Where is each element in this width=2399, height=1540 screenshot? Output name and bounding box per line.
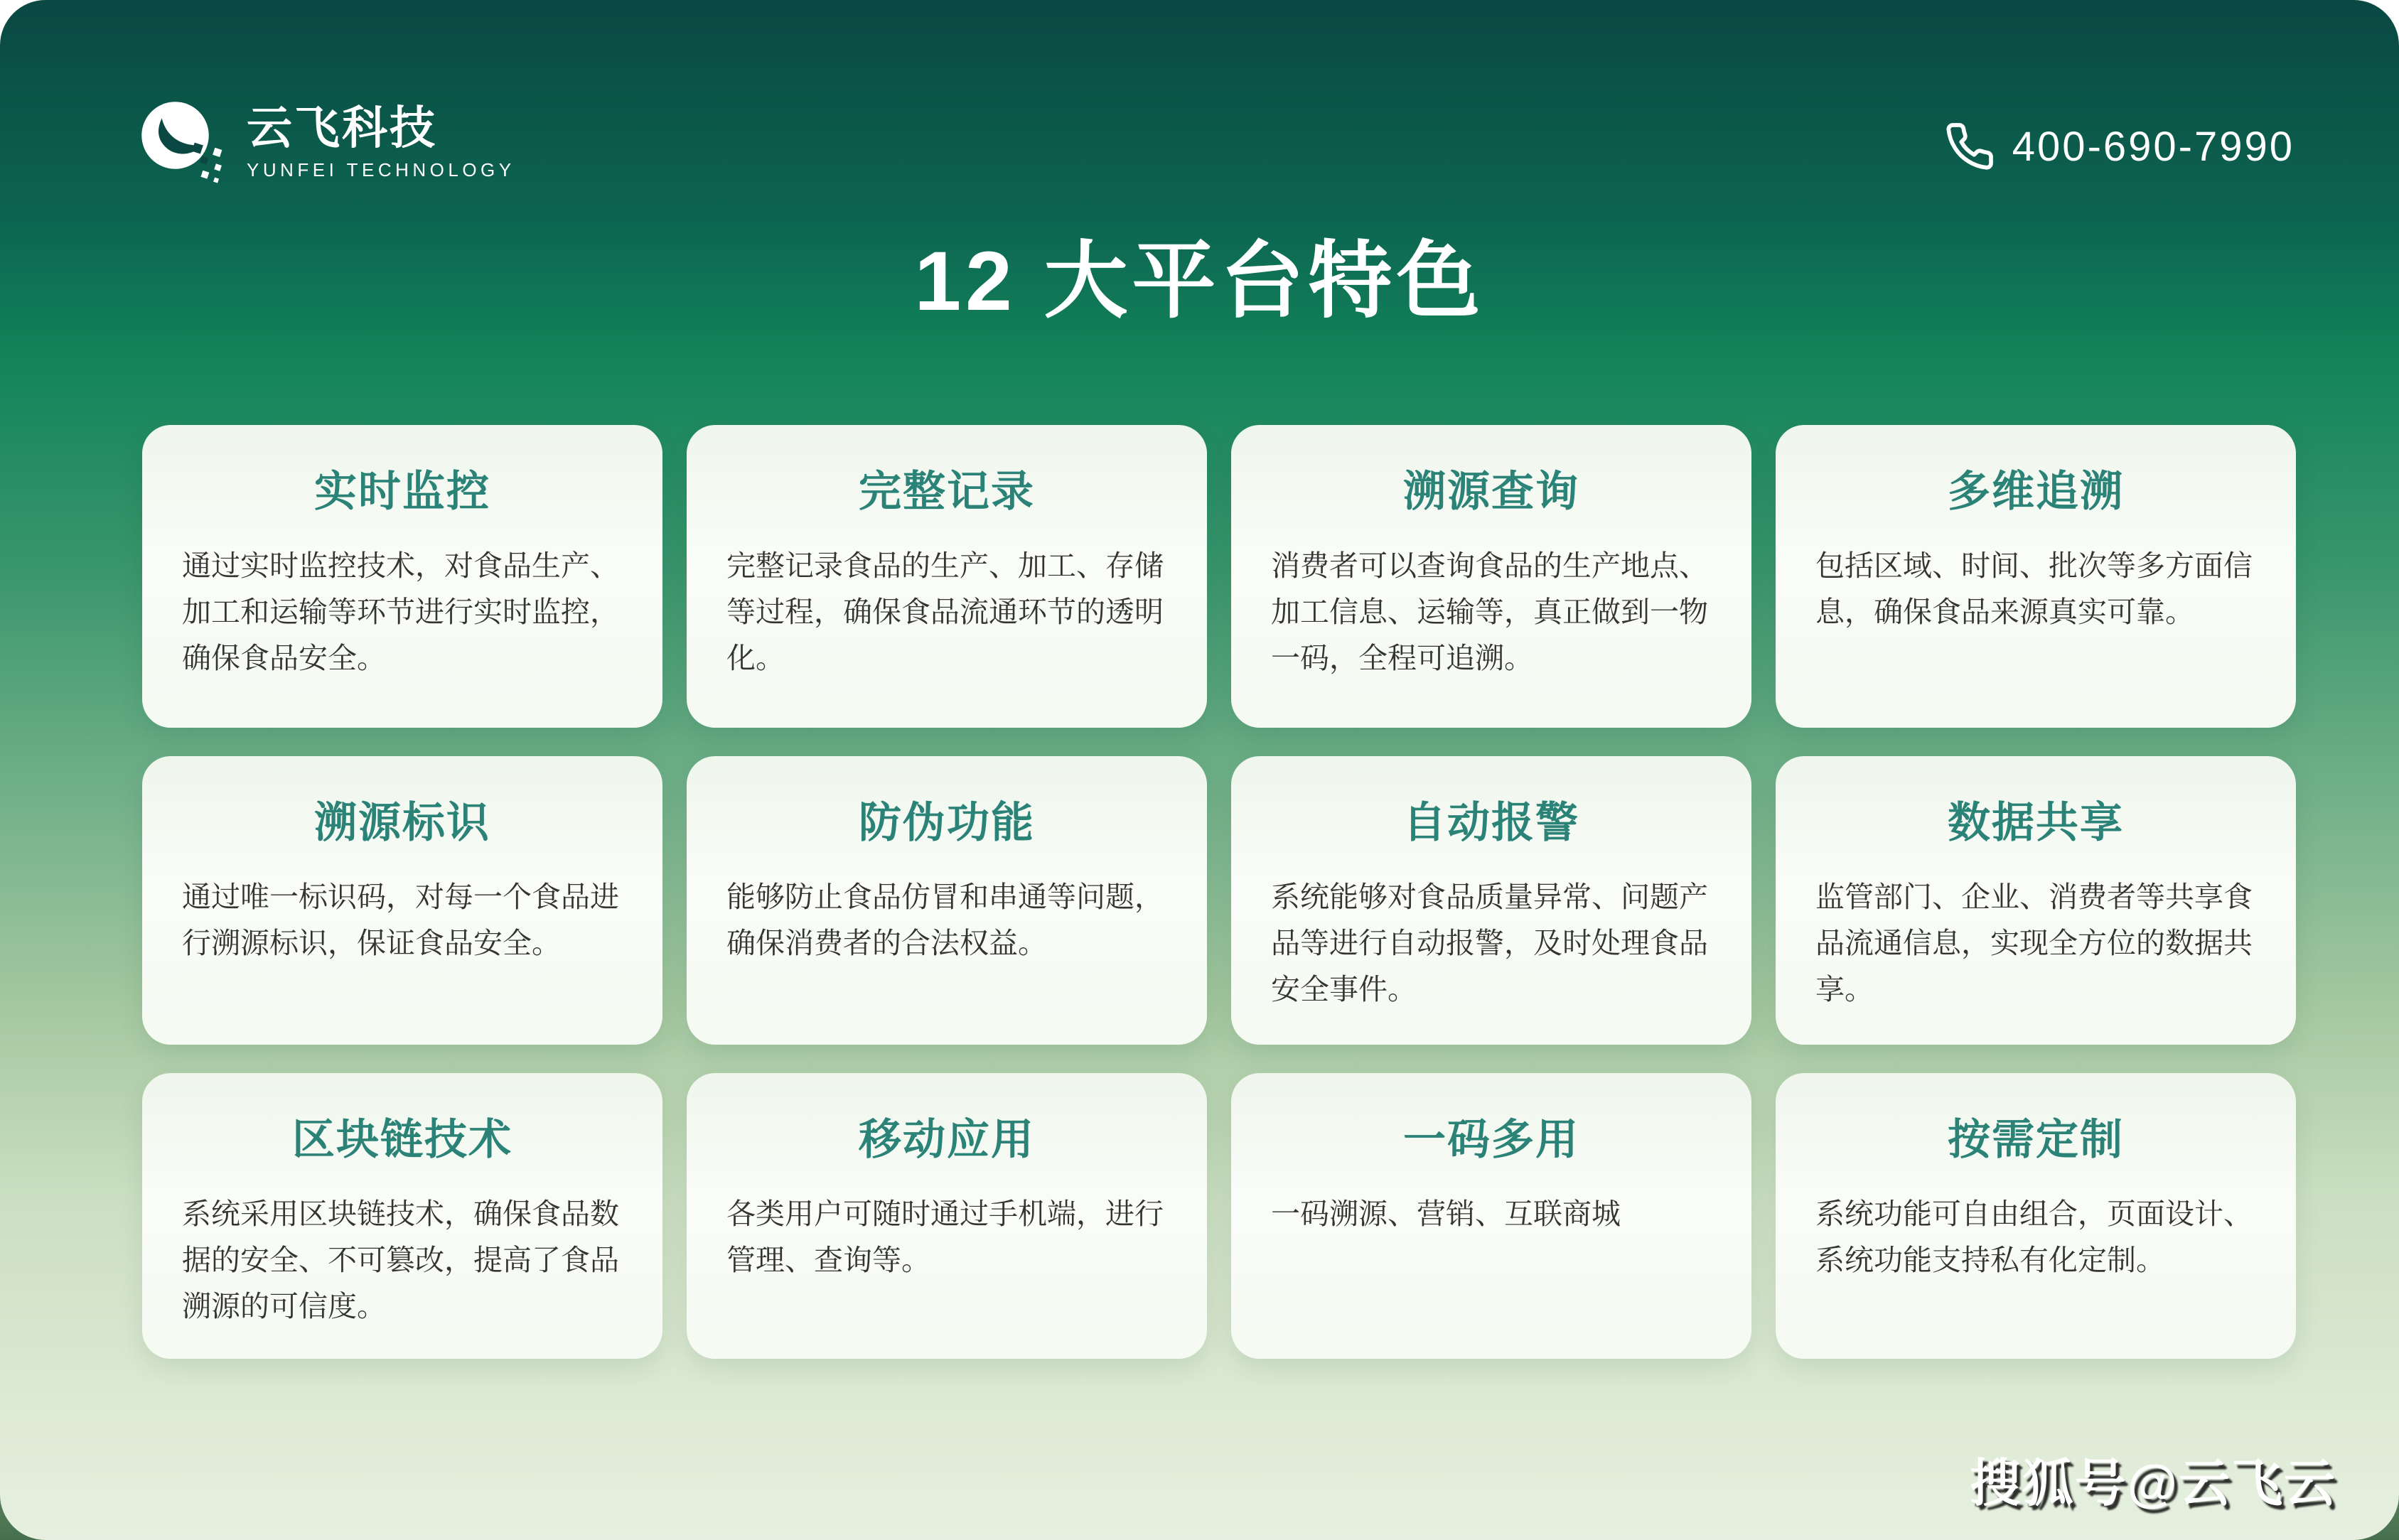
feature-card-anti-counterfeit <box>687 756 1207 1045</box>
feature-card-one-code-multi-use <box>1231 1073 1751 1359</box>
card-body: 系统功能可自由组合，页面设计、系统功能支持私有化定制。 <box>1815 1197 2253 1276</box>
card-title: 数据共享 <box>1948 799 2124 846</box>
page-title: 12 大平台特色 <box>914 235 1485 328</box>
card-title: 按需定制 <box>1948 1116 2124 1163</box>
feature-grid <box>142 425 2296 1359</box>
card-title: 防伪功能 <box>859 799 1035 846</box>
card-title: 区块链技术 <box>292 1116 512 1163</box>
phone-icon <box>1944 121 1995 172</box>
card-title: 移动应用 <box>859 1116 1035 1163</box>
card-body: 各类用户可随时通过手机端，进行管理、查询等。 <box>726 1197 1164 1276</box>
card-body: 通过唯一标识码，对每一个食品进行溯源标识，保证食品安全。 <box>182 881 619 959</box>
logo-name: 云飞科技 <box>247 102 437 154</box>
phone-contact <box>1944 121 2295 172</box>
feature-card-auto-alarm <box>1231 756 1751 1045</box>
feature-card-custom-on-demand <box>1776 1073 2296 1359</box>
card-body: 监管部门、企业、消费者等共享食品流通信息，实现全方位的数据共享。 <box>1815 881 2253 1006</box>
watermark: 搜狐号@云飞云 <box>1969 1455 2336 1512</box>
feature-card-complete-records <box>687 425 1207 728</box>
feature-card-trace-label <box>142 756 662 1045</box>
card-title: 溯源查询 <box>1403 468 1579 515</box>
card-body: 系统能够对食品质量异常、问题产品等进行自动报警，及时处理食品安全事件。 <box>1271 881 1708 1006</box>
card-body: 完整记录食品的生产、加工、存储等过程，确保食品流通环节的透明化。 <box>726 549 1164 674</box>
card-body: 系统采用区块链技术，确保食品数据的安全、不可篡改，提高了食品溯源的可信度。 <box>182 1197 619 1323</box>
feature-card-trace-query <box>1231 425 1751 728</box>
feature-card-mobile-app <box>687 1073 1207 1359</box>
card-title: 一码多用 <box>1403 1116 1579 1163</box>
feature-card-data-sharing <box>1776 756 2296 1045</box>
card-body: 能够防止食品仿冒和串通等问题，确保消费者的合法权益。 <box>726 881 1164 959</box>
feature-card-multidimensional-trace <box>1776 425 2296 728</box>
logo-text <box>247 104 515 181</box>
card-body: 一码溯源、营销、互联商城 <box>1271 1197 1621 1230</box>
phone-number: 400-690-7990 <box>2012 123 2295 170</box>
card-title: 溯源标识 <box>314 799 490 846</box>
card-title: 实时监控 <box>314 468 490 515</box>
yunfei-swoosh-logo-icon <box>137 98 228 188</box>
card-body: 包括区域、时间、批次等多方面信息，确保食品来源真实可靠。 <box>1815 549 2253 628</box>
card-title: 完整记录 <box>859 468 1035 515</box>
feature-card-realtime-monitoring <box>142 425 662 728</box>
card-body: 通过实时监控技术，对食品生产、加工和运输等环节进行实时监控，确保食品安全。 <box>182 549 619 674</box>
card-title: 自动报警 <box>1403 799 1579 846</box>
feature-card-blockchain <box>142 1073 662 1359</box>
card-title: 多维追溯 <box>1948 468 2124 515</box>
logo <box>137 98 515 188</box>
card-body: 消费者可以查询食品的生产地点、加工信息、运输等，真正做到一物一码，全程可追溯。 <box>1271 549 1708 674</box>
logo-subtitle: YUNFEI TECHNOLOGY <box>247 159 515 181</box>
